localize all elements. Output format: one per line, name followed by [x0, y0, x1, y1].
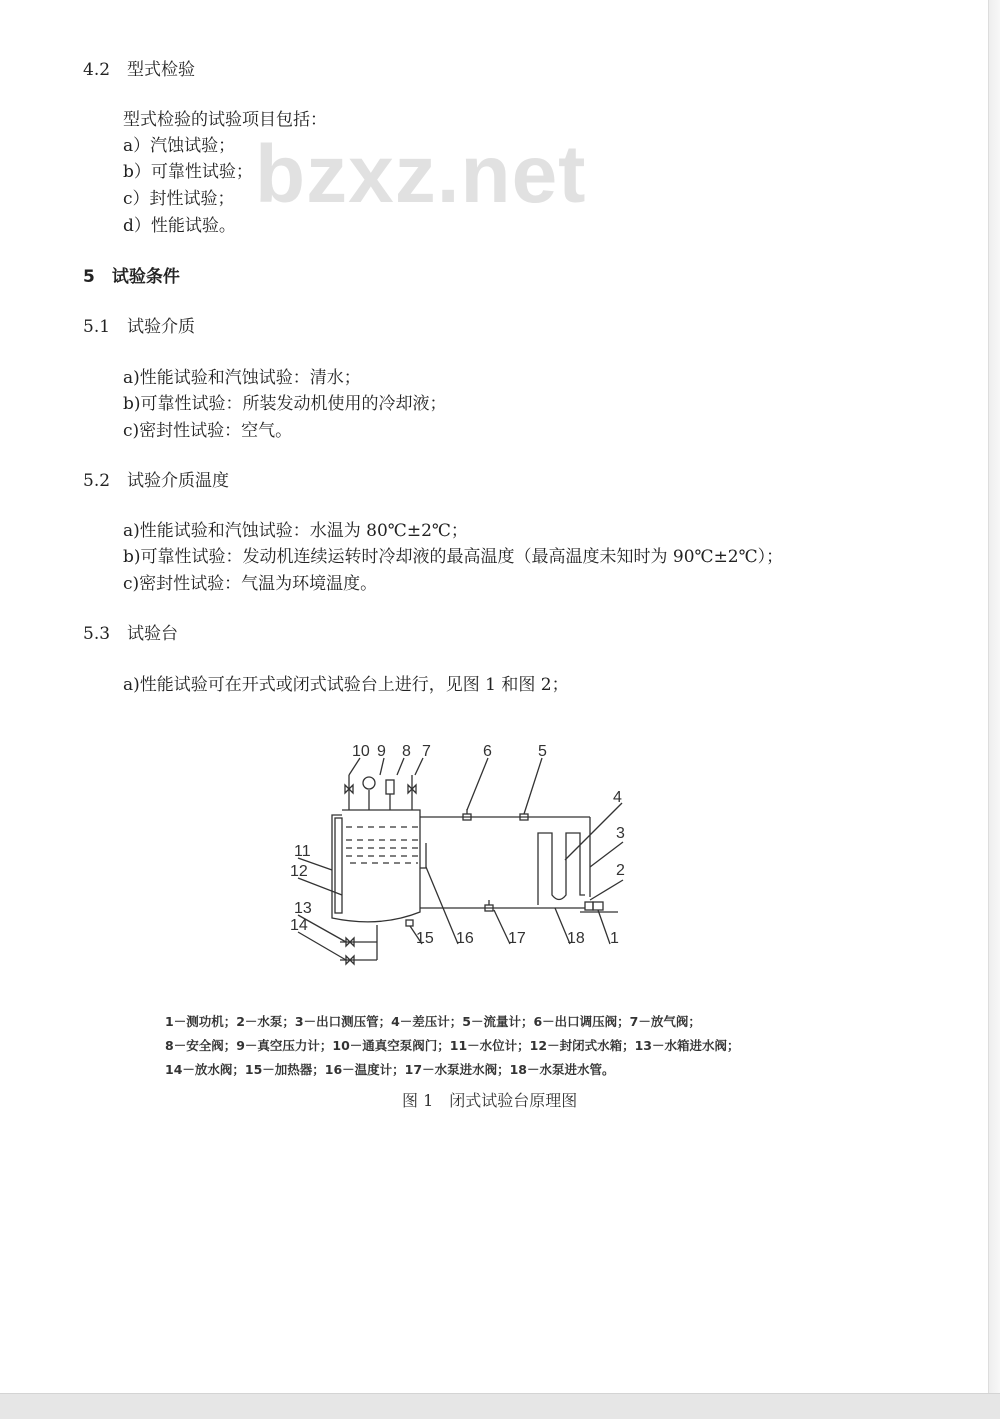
label-17: 17 — [508, 930, 526, 947]
label-14: 14 — [290, 917, 308, 934]
paragraph: 型式检验的试验项目包括： — [123, 110, 327, 130]
label-18: 18 — [567, 930, 585, 947]
label-6: 6 — [483, 743, 492, 760]
list-item: c）封性试验； — [123, 189, 235, 209]
heater — [406, 920, 413, 926]
water-pump — [585, 902, 593, 910]
page-edge — [988, 0, 1000, 1418]
label-16: 16 — [456, 930, 474, 947]
label-15: 15 — [416, 930, 434, 947]
dynamometer — [593, 902, 603, 910]
section-5-heading: 5 试验条件 — [83, 267, 180, 287]
label-11: 11 — [294, 843, 311, 860]
list-item: c)密封性试验：气温为环境温度。 — [123, 574, 378, 594]
figure-legend-line: 14－放水阀；15－加热器；16－温度计；17－水泵进水阀；18－水泵进水管。 — [165, 1062, 615, 1077]
label-1: 1 — [610, 930, 619, 947]
section-5-2-heading: 5.2 试验介质温度 — [83, 471, 230, 491]
figure-caption: 图 1 闭式试验台原理图 — [402, 1091, 578, 1110]
differential-pressure-gauge — [538, 833, 585, 905]
safety-valve-icon — [386, 780, 394, 794]
list-item: a）汽蚀试验； — [123, 136, 236, 156]
section-5-3-heading: 5.3 试验台 — [83, 624, 179, 644]
section-5-1-heading: 5.1 试验介质 — [83, 317, 196, 337]
list-item: b）可靠性试验； — [123, 162, 253, 182]
label-7: 7 — [422, 743, 431, 760]
label-12: 12 — [290, 863, 308, 880]
watermark: bzxz.net — [255, 129, 587, 220]
vacuum-gauge-icon — [363, 777, 375, 789]
list-item: d）性能试验。 — [123, 216, 236, 236]
list-item: a)性能试验和汽蚀试验：清水； — [123, 368, 361, 388]
label-4: 4 — [613, 789, 622, 806]
list-item: a)性能试验和汽蚀试验：水温为 80℃±2℃； — [123, 521, 468, 541]
figure-legend-line: 1－测功机；2－水泵；3－出口测压管；4－差压计；5－流量计；6－出口调压阀；7－放气阀； — [165, 1014, 701, 1029]
list-item: a)性能试验可在开式或闭式试验台上进行，见图 1 和图 2； — [123, 675, 569, 695]
section-4-2-heading: 4.2 型式检验 — [83, 60, 196, 80]
label-3: 3 — [616, 825, 625, 842]
list-item: c)密封性试验：空气。 — [123, 421, 293, 441]
label-9: 9 — [377, 743, 386, 760]
page-bottom-bar — [0, 1393, 1000, 1419]
water-level-gauge — [335, 818, 342, 913]
label-8: 8 — [402, 743, 411, 760]
list-item: b)可靠性试验：所装发动机使用的冷却液； — [123, 394, 447, 414]
list-item: b)可靠性试验：发动机连续运转时冷却液的最高温度（最高温度未知时为 90℃±2℃）； — [123, 547, 784, 567]
figure-legend-line: 8－安全阀；9－真空压力计；10－通真空泵阀门；11－水位计；12－封闭式水箱；13－水箱进水阀； — [165, 1038, 740, 1053]
label-2: 2 — [616, 862, 625, 879]
label-10: 10 — [352, 743, 370, 760]
test-bench-diagram — [280, 730, 700, 980]
label-13: 13 — [294, 900, 312, 917]
label-5: 5 — [538, 743, 547, 760]
